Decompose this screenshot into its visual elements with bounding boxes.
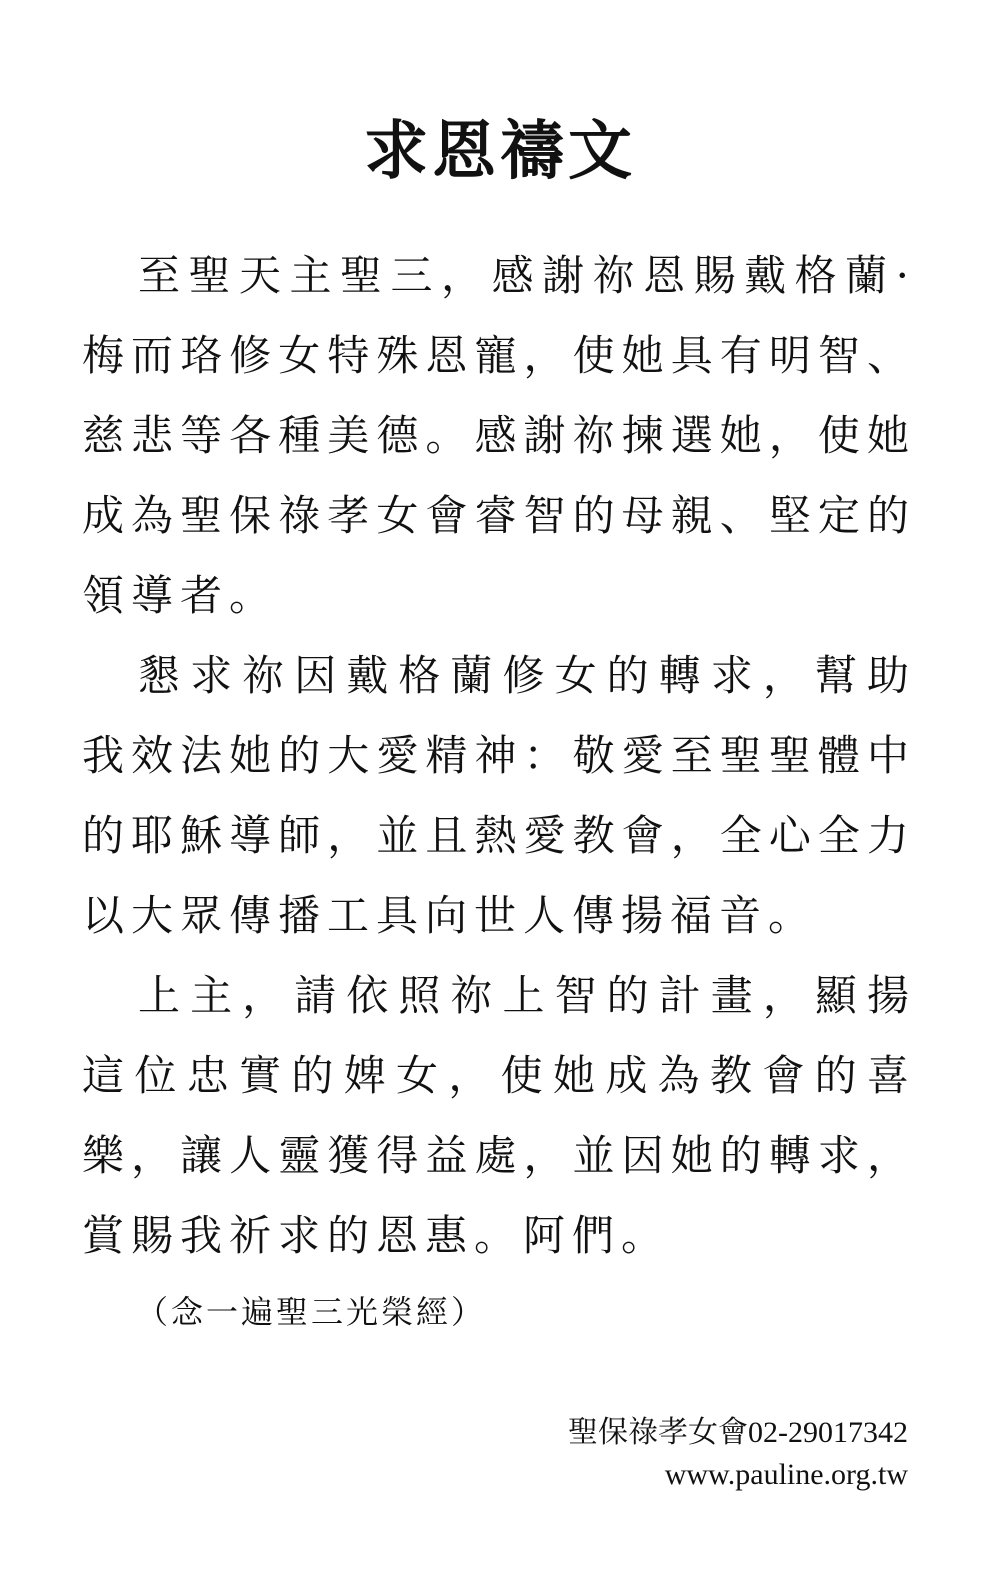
page-title: 求恩禱文 <box>364 114 636 189</box>
prayer-body <box>82 236 916 1276</box>
prayer-note: （念一遍聖三光榮經） <box>136 1293 487 1331</box>
footer <box>568 1412 908 1496</box>
footer-website: www.pauline.org.tw <box>664 1458 908 1491</box>
prayer-paragraph-2: 懇求祢因戴格蘭修女的轉求，幫助我效法她的大愛精神：敬愛至聖聖體中的耶穌導師，並且熱愛教會，全心全力以大眾傳播工具向世人傳揚福音。 <box>82 651 916 940</box>
prayer-paragraph-1: 至聖天主聖三，感謝祢恩賜戴格蘭·梅而珞修女特殊恩寵，使她具有明智、慈悲等各種美德。感謝祢揀選她，使她成為聖保祿孝女會睿智的母親、堅定的領導者。 <box>82 251 916 620</box>
prayer-paragraph-3: 上主，請依照祢上智的計畫，顯揚這位忠實的婢女，使她成為教會的喜樂，讓人靈獲得益處，並因她的轉求，賞賜我祈求的恩惠。阿們。 <box>82 971 916 1260</box>
footer-contact: 聖保祿孝女會02-29017342 <box>568 1416 908 1449</box>
